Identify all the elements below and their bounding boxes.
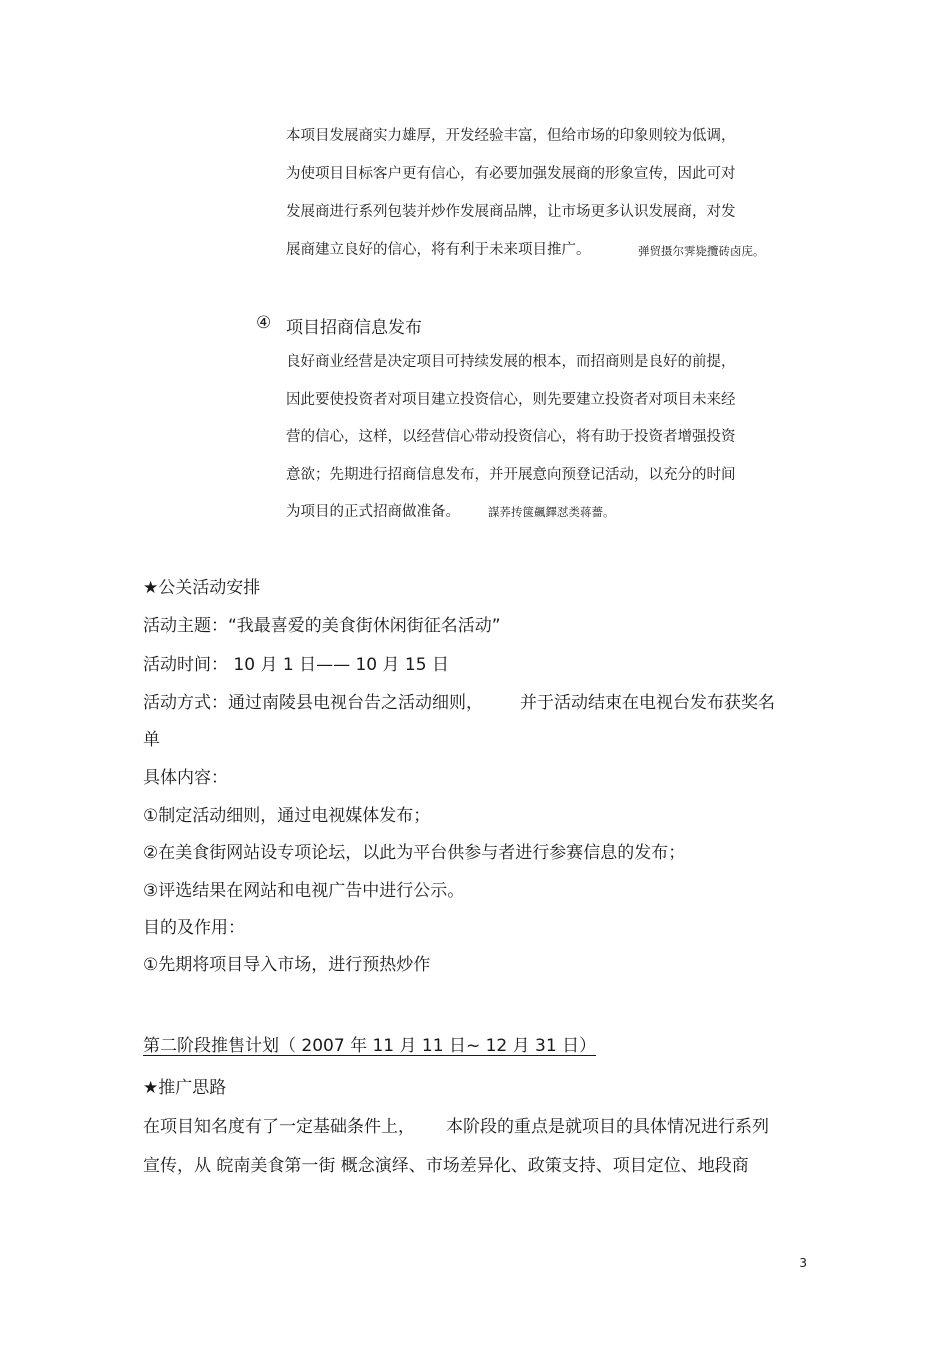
section-title: 项目招商信息发布 [286, 318, 422, 338]
stage2-title: 第二阶段推售计划（ 2007 年 11 月 11 日~ 12 月 31 日） [143, 1036, 597, 1056]
paragraph-line: 发展商进行系列包装并炒作发展商品牌，让市场更多认识发展商，对发 [286, 204, 736, 220]
item-number: ④ [256, 313, 272, 333]
garbled-note: 謀荞抟箧飆鐸怼类蒋薔。 [488, 505, 615, 519]
activity-theme: 活动主题：“我最喜爱的美食街休闲街征名活动” [143, 616, 501, 636]
paragraph-line: 营的信心，这样，以经营信心带动投资信心，将有助于投资者增强投资 [286, 429, 736, 445]
activity-method-cont: 并于活动结束在电视台发布获奖名 [520, 693, 775, 713]
purpose-label: 目的及作用： [143, 918, 245, 938]
promotion-heading: ★推广思路 [143, 1078, 227, 1098]
paragraph-line: 为项目的正式招商做准备。 [286, 504, 460, 520]
content-item: ①制定活动细则，通过电视媒体发布； [143, 806, 431, 826]
paragraph-line: 意欲；先期进行招商信息发布，并开展意向预登记活动，以充分的时间 [286, 467, 736, 483]
paragraph-line: 展商建立良好的信心，将有利于未来项目推广。 [286, 242, 591, 258]
paragraph-line: 本阶段的重点是就项目的具体情况进行系列 [446, 1117, 769, 1137]
paragraph-line: 在项目知名度有了一定基础条件上， [143, 1117, 415, 1137]
paragraph-line: 因此要使投资者对项目建立投资信心，则先要建立投资者对项目未来经 [286, 392, 736, 408]
page-number: 3 [799, 1256, 807, 1270]
activity-method-cont: 单 [143, 730, 160, 750]
paragraph-line: 良好商业经营是决定项目可持续发展的根本，而招商则是良好的前提， [286, 354, 736, 370]
pr-heading: ★公关活动安排 [143, 578, 261, 598]
content-label: 具体内容： [143, 768, 228, 788]
activity-method: 活动方式：通过南陵县电视台告之活动细则， [143, 693, 483, 713]
content-item: ②在美食街网站设专项论坛，以此为平台供参与者进行参赛信息的发布； [143, 843, 686, 863]
paragraph-line: 宣传，从 皖南美食第一街 概念演绎、市场差异化、政策支持、项目定位、地段商 [143, 1156, 749, 1176]
garbled-note: 弹贸摄尔霁毙攬砖卤庑。 [638, 244, 765, 258]
paragraph-line: 为使项目目标客户更有信心，有必要加强发展商的形象宣传，因此可对 [286, 166, 736, 182]
activity-time: 活动时间： 10 月 1 日—— 10 月 15 日 [143, 655, 449, 675]
purpose-item: ①先期将项目导入市场，进行预热炒作 [143, 955, 431, 975]
content-item: ③评选结果在网站和电视广告中进行公示。 [143, 881, 465, 901]
paragraph-line: 本项目发展商实力雄厚，开发经验丰富，但给市场的印象则较为低调， [286, 128, 736, 144]
